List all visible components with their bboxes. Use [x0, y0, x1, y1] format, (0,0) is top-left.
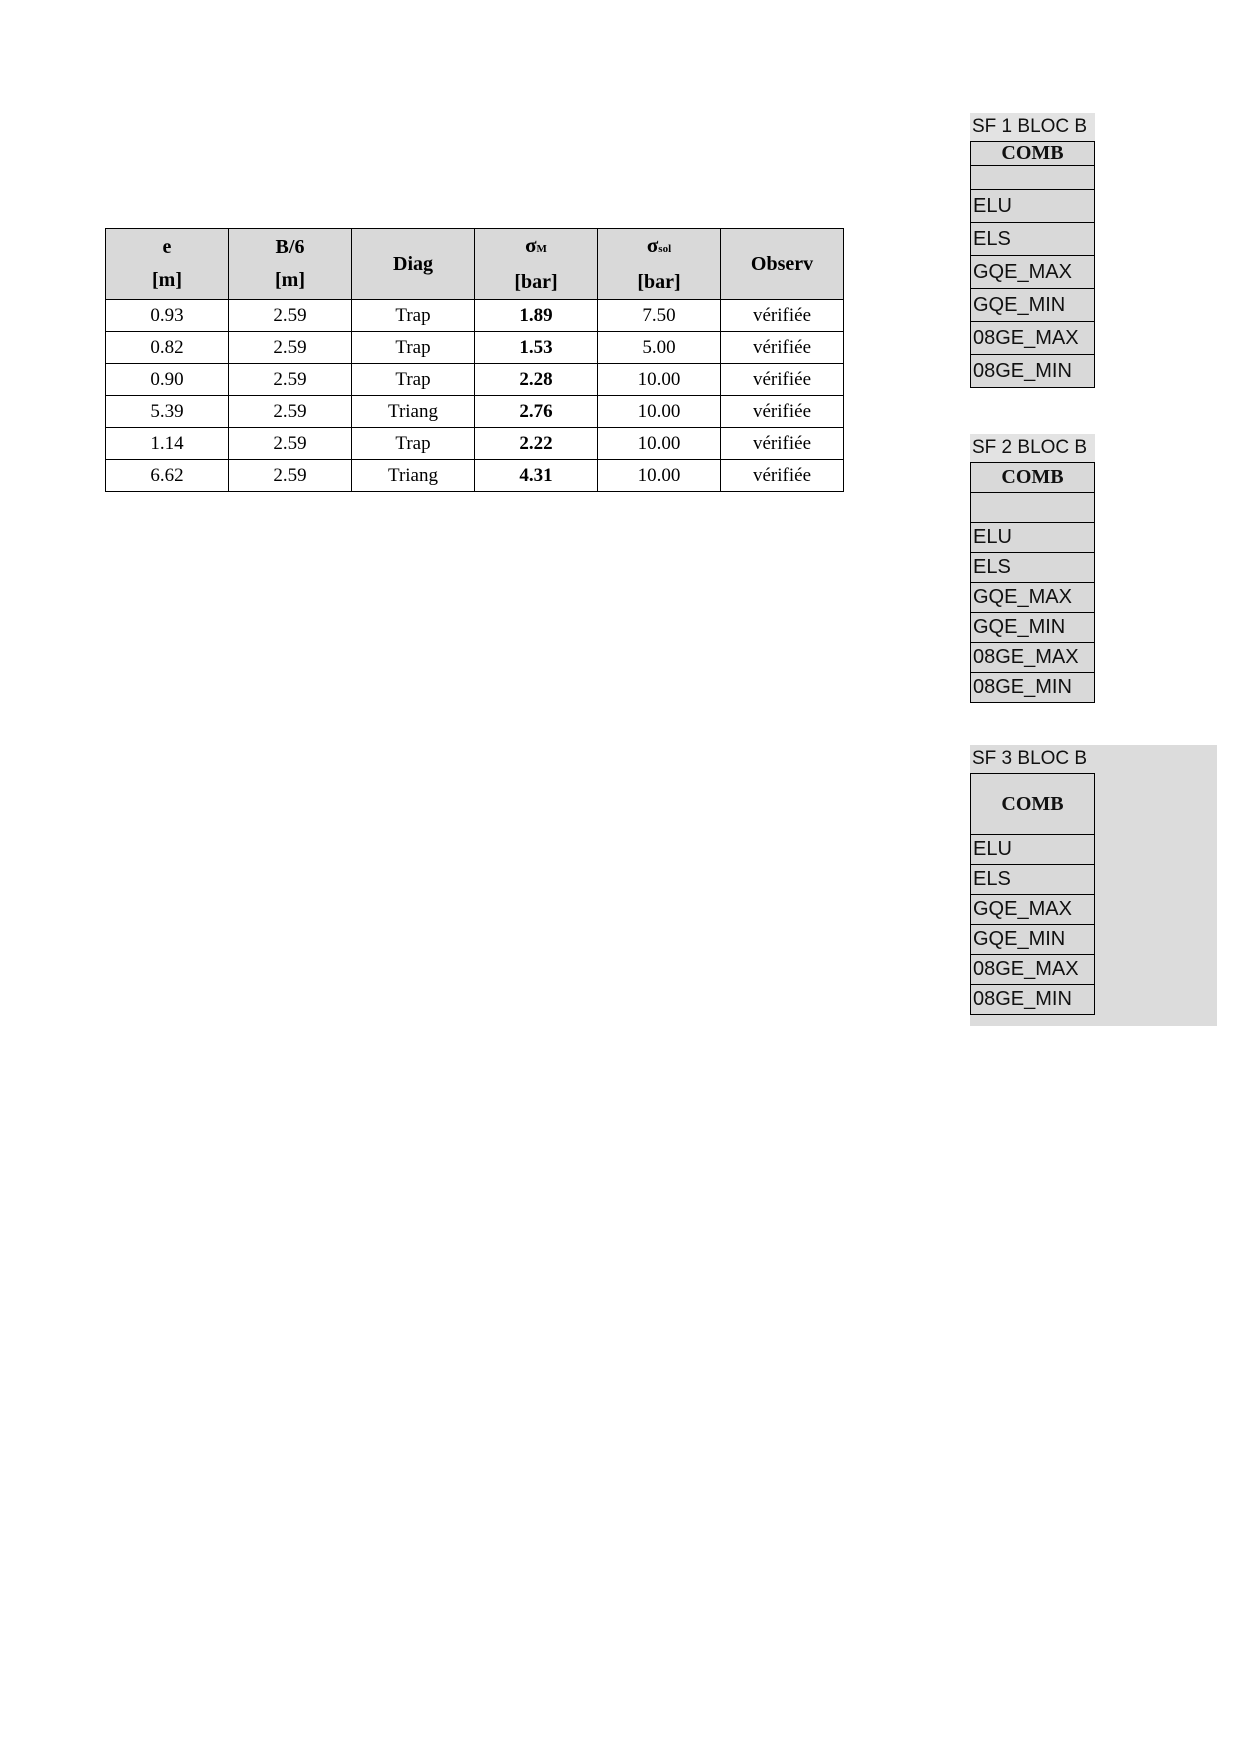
- header-observ-label: Observ: [750, 252, 814, 275]
- cell-diag: Trap: [352, 428, 475, 460]
- comb-item: 08GE_MAX: [971, 643, 1095, 673]
- header-e-unit: [m]: [152, 269, 182, 291]
- comb-item: ELS: [971, 223, 1095, 256]
- comb-item: GQE_MIN: [971, 289, 1095, 322]
- comb-table: [970, 773, 1095, 1015]
- comb-block-sf1: [970, 113, 1095, 388]
- block-title: SF 2 BLOC B: [970, 434, 1095, 462]
- comb-empty-cell: [971, 166, 1095, 190]
- cell-observ: vérifiée: [721, 332, 844, 364]
- cell-sigma-m: 4.31: [475, 460, 598, 492]
- cell-diag: Trap: [352, 364, 475, 396]
- cell-b6: 2.59: [229, 300, 352, 332]
- header-sigma-m-unit: [bar]: [514, 271, 558, 293]
- cell-sigma-sol: 10.00: [598, 428, 721, 460]
- header-observ: [721, 229, 844, 300]
- header-b6-unit: [m]: [275, 269, 305, 291]
- table-row: [106, 332, 844, 364]
- comb-item: 08GE_MIN: [971, 355, 1095, 388]
- comb-item: ELS: [971, 865, 1095, 895]
- header-sigma-m: [475, 229, 598, 300]
- cell-b6: 2.59: [229, 396, 352, 428]
- header-sigma-sol-unit: [bar]: [637, 271, 681, 293]
- comb-item: 08GE_MIN: [971, 673, 1095, 703]
- sigma-subscript: M: [536, 243, 547, 255]
- comb-item: 08GE_MIN: [971, 985, 1095, 1015]
- cell-e: 5.39: [106, 396, 229, 428]
- cell-observ: vérifiée: [721, 428, 844, 460]
- comb-item: ELU: [971, 190, 1095, 223]
- cell-diag: Trap: [352, 332, 475, 364]
- block-title: SF 1 BLOC B: [970, 113, 1095, 141]
- comb-item: 08GE_MAX: [971, 322, 1095, 355]
- comb-item: ELU: [971, 523, 1095, 553]
- comb-item: ELS: [971, 553, 1095, 583]
- cell-e: 6.62: [106, 460, 229, 492]
- cell-e: 0.90: [106, 364, 229, 396]
- comb-item: GQE_MAX: [971, 583, 1095, 613]
- header-e-label: e: [162, 236, 172, 258]
- header-diag-label: Diag: [393, 252, 433, 275]
- cell-sigma-sol: 5.00: [598, 332, 721, 364]
- cell-e: 1.14: [106, 428, 229, 460]
- comb-item: ELU: [971, 835, 1095, 865]
- cell-diag: Triang: [352, 460, 475, 492]
- cell-sigma-m: 2.28: [475, 364, 598, 396]
- header-b6-label: B/6: [275, 236, 305, 258]
- cell-observ: vérifiée: [721, 300, 844, 332]
- table-row: [106, 300, 844, 332]
- cell-sigma-sol: 10.00: [598, 364, 721, 396]
- cell-diag: Trap: [352, 300, 475, 332]
- cell-observ: vérifiée: [721, 460, 844, 492]
- comb-item: GQE_MAX: [971, 895, 1095, 925]
- cell-sigma-m: 2.22: [475, 428, 598, 460]
- cell-b6: 2.59: [229, 364, 352, 396]
- sigma-symbol: σ: [646, 233, 659, 257]
- cell-sigma-m: 1.53: [475, 332, 598, 364]
- comb-item: GQE_MIN: [971, 613, 1095, 643]
- table-row: [106, 460, 844, 492]
- cell-sigma-sol: 10.00: [598, 396, 721, 428]
- header-sigma-sol-label: [598, 229, 720, 266]
- cell-e: 0.93: [106, 300, 229, 332]
- comb-table: [970, 141, 1095, 388]
- table-row: [106, 396, 844, 428]
- header-e: [106, 229, 229, 300]
- comb-header: COMB: [971, 463, 1095, 493]
- cell-observ: vérifiée: [721, 396, 844, 428]
- comb-header: COMB: [971, 774, 1095, 835]
- sigma-subscript: sol: [658, 243, 672, 255]
- comb-item: GQE_MIN: [971, 925, 1095, 955]
- header-b6: [229, 229, 352, 300]
- comb-block-sf3: [970, 745, 1095, 1015]
- comb-header: COMB: [971, 142, 1095, 166]
- results-table: [105, 228, 844, 492]
- cell-sigma-m: 2.76: [475, 396, 598, 428]
- header-sigma-m-label: [475, 229, 597, 266]
- cell-sigma-m: 1.89: [475, 300, 598, 332]
- comb-item: 08GE_MAX: [971, 955, 1095, 985]
- block-title: SF 3 BLOC B: [972, 748, 1088, 769]
- header-diag: [352, 229, 475, 300]
- comb-item: GQE_MAX: [971, 256, 1095, 289]
- results-table-header: [106, 229, 844, 300]
- cell-diag: Triang: [352, 396, 475, 428]
- cell-observ: vérifiée: [721, 364, 844, 396]
- table-row: [106, 428, 844, 460]
- comb-empty-cell: [971, 493, 1095, 523]
- header-sigma-sol: [598, 229, 721, 300]
- cell-e: 0.82: [106, 332, 229, 364]
- cell-b6: 2.59: [229, 428, 352, 460]
- comb-table: [970, 462, 1095, 703]
- cell-sigma-sol: 10.00: [598, 460, 721, 492]
- table-row: [106, 364, 844, 396]
- cell-b6: 2.59: [229, 460, 352, 492]
- cell-sigma-sol: 7.50: [598, 300, 721, 332]
- results-table-body: [106, 300, 844, 492]
- cell-b6: 2.59: [229, 332, 352, 364]
- comb-block-sf2: [970, 434, 1095, 703]
- sigma-symbol: σ: [525, 233, 537, 257]
